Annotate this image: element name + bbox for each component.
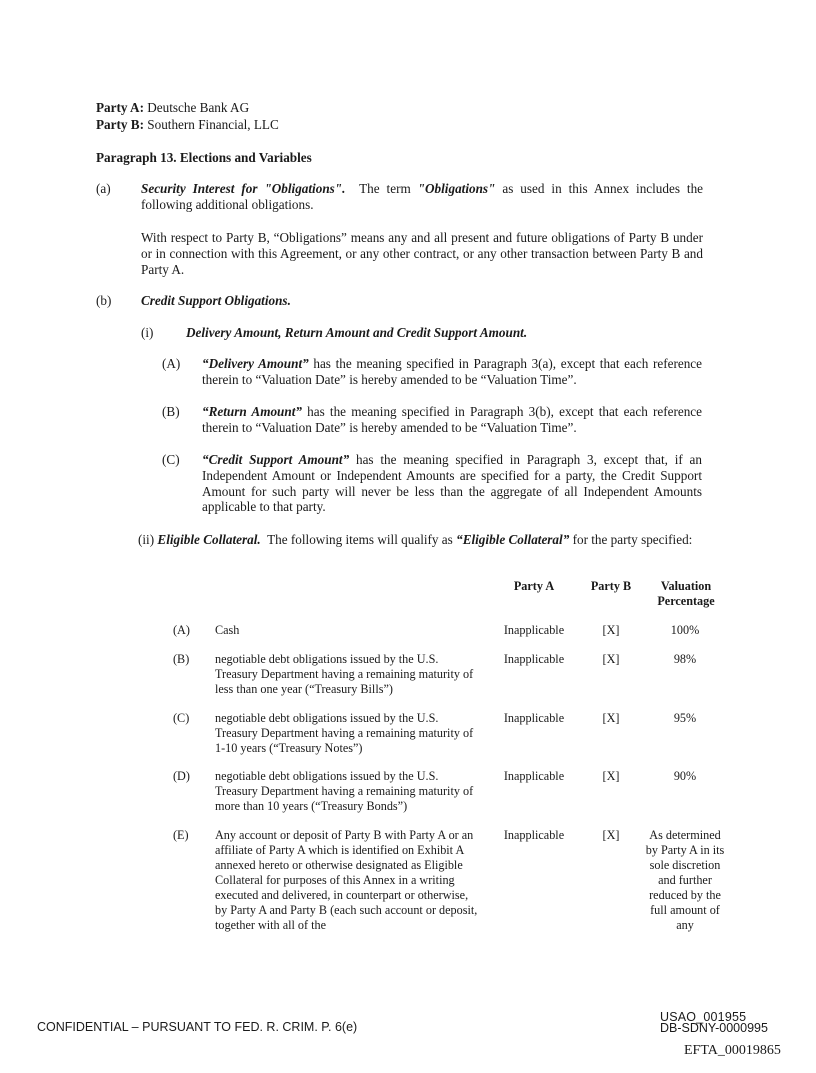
item-b-body: has the meaning specified in Paragraph 3(b), except that each reference therein to “Valuation Date” is hereby amended to be “Valuation Time”. [202, 404, 703, 435]
party-b-value: Southern Financial, LLC [147, 117, 279, 132]
section-a-text1: The term [359, 181, 411, 196]
row-letter: (C) [173, 711, 190, 725]
section-b-ii-text2: for the party specified: [572, 532, 693, 547]
section-b-ii-text1: The following items will qualify as [267, 532, 453, 547]
party-a-value: Deutsche Bank AG [147, 100, 250, 115]
row-description: negotiable debt obligations issued by the U.S. Treasury Department having a remaining maturity of 1-10 years (“Treasury Notes”) [215, 711, 474, 755]
party-b-line [96, 117, 279, 133]
row-letter: (B) [173, 652, 190, 666]
row-letter: (A) [173, 623, 190, 637]
section-a-para1 [141, 181, 703, 213]
row-party-a: Inapplicable [503, 652, 565, 666]
section-a-para2-text: With respect to Party B, “Obligations” means any and all present and future obligations of Party B under or in connection with this Agreement, or any other contract, or any other transaction between Party B and Party A. [141, 230, 703, 277]
item-b-term: “Return Amount” [202, 404, 302, 419]
item-c-text [202, 452, 702, 515]
confidential-notice: CONFIDENTIAL – PURSUANT TO FED. R. CRIM. P. 6(e) [37, 1020, 358, 1034]
row-description: negotiable debt obligations issued by the U.S. Treasury Department having a remaining maturity of less than one year (“Treasury Bills”) [215, 652, 474, 696]
bates-usao: USAO_001955 [660, 1010, 747, 1024]
row-party-b: [X] [602, 652, 620, 666]
col-header-party-b: Party B [590, 579, 632, 593]
section-a-para2 [141, 230, 703, 277]
row-party-b: [X] [602, 623, 620, 637]
section-b-i-title: Delivery Amount, Return Amount and Credit Support Amount. [186, 325, 528, 340]
section-a-text2: as used in this Annex includes the following additional obligations. [141, 181, 704, 212]
row-valuation: 95% [673, 711, 697, 725]
row-description: negotiable debt obligations issued by the U.S. Treasury Department having a remaining maturity of more than 10 years (“Treasury Bonds”) [215, 769, 474, 813]
col-header-valuation: Valuation Percentage [657, 579, 715, 608]
paragraph-heading: Paragraph 13. Elections and Variables [96, 150, 312, 165]
party-b-label: Party B: [96, 117, 144, 132]
bates-db: DB-SDNY-0000995 [660, 1021, 768, 1035]
row-letter: (D) [173, 769, 190, 783]
item-b-marker: (B) [162, 404, 180, 419]
section-b-ii-marker: (ii) [138, 532, 155, 547]
item-a-body: has the meaning specified in Paragraph 3(a), except that each reference therein to “Valuation Date” is hereby amended to be “Valuation Time”. [202, 356, 703, 387]
item-b-text [202, 404, 702, 436]
col-header-party-a: Party A [513, 579, 555, 593]
party-a-line [96, 100, 249, 116]
section-b-i-marker: (i) [141, 325, 154, 340]
section-a-marker: (a) [96, 181, 111, 196]
row-party-b: [X] [602, 828, 620, 842]
row-party-a: Inapplicable [503, 769, 565, 783]
section-b-marker: (b) [96, 293, 112, 308]
item-a-marker: (A) [162, 356, 181, 371]
item-a-term: “Delivery Amount” [202, 356, 309, 371]
row-party-a: Inapplicable [503, 828, 565, 842]
item-a-text [202, 356, 702, 388]
row-valuation: As determined by Party A in its sole discretion and further reduced by the full amount of any [645, 828, 725, 932]
row-party-a: Inapplicable [503, 711, 565, 725]
party-a-label: Party A: [96, 100, 144, 115]
row-description: Cash [215, 623, 240, 637]
bates-efta: EFTA_00019865 [684, 1043, 781, 1058]
row-valuation: 98% [673, 652, 697, 666]
row-description: Any account or deposit of Party B with Party A or an affiliate of Party A which is identified on Exhibit A annexed hereto or otherwise designated as Eligible Collateral for purposes of this Annex in a writing executed and delivered, in counterpart or otherwise, by Party A and Party B (each such account or deposit, together with all of the [215, 828, 478, 932]
row-letter: (E) [173, 828, 189, 842]
row-valuation: 90% [673, 769, 697, 783]
row-party-b: [X] [602, 769, 620, 783]
section-b-ii-title: Eligible Collateral. [157, 532, 261, 547]
section-b-ii-para [138, 532, 702, 548]
row-party-a: Inapplicable [503, 623, 565, 637]
row-party-b: [X] [602, 711, 620, 725]
item-c-body: has the meaning specified in Paragraph 3, except that, if an Independent Amount or Independent Amounts are specified for a party, the Credit Support Amount for such party will never be less than the aggregate of all Independent Amounts applicable to that party. [202, 452, 702, 515]
item-c-term: “Credit Support Amount” [202, 452, 350, 467]
section-a-title: Security Interest for "Obligations". [141, 181, 346, 196]
item-c-marker: (C) [162, 452, 180, 467]
section-a-term: "Obligations" [417, 181, 496, 196]
section-b-ii-term: “Eligible Collateral” [456, 532, 570, 547]
section-b-title: Credit Support Obligations. [141, 293, 291, 308]
row-valuation: 100% [670, 623, 700, 637]
